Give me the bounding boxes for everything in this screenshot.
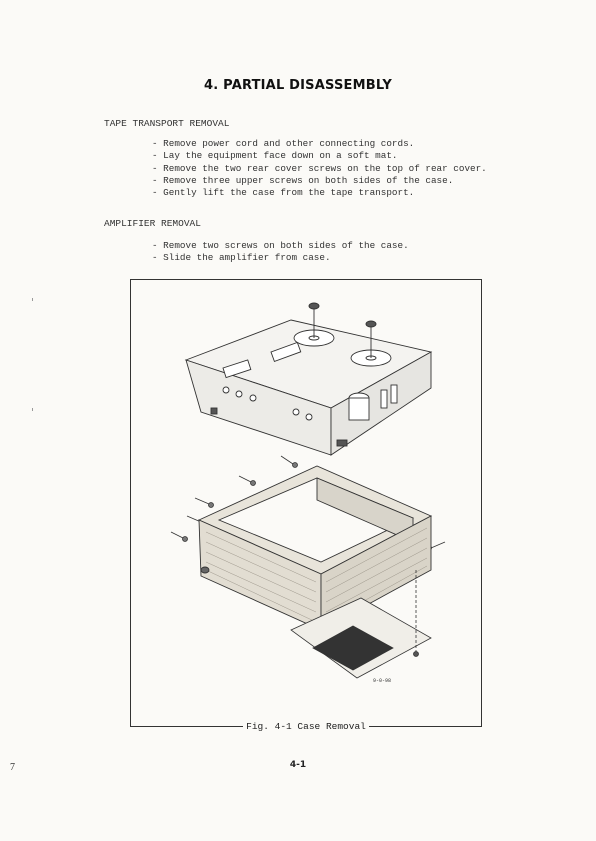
section-heading-tape-transport: TAPE TRANSPORT REMOVAL — [104, 118, 230, 129]
wooden-case-drawing — [199, 466, 431, 631]
page-number: 4-1 — [289, 760, 307, 770]
list-item: - Remove the two rear cover screws on the top of rear cover. — [152, 163, 487, 175]
scan-speck — [32, 408, 33, 411]
figure-caption — [131, 721, 481, 732]
list-item: - Lay the equipment face down on a soft mat. — [152, 150, 487, 162]
section-heading-amplifier: AMPLIFIER REMOVAL — [104, 218, 201, 229]
part-code-label: 9-0-98 — [373, 678, 392, 684]
list-item: - Gently lift the case from the tape transport. — [152, 187, 487, 199]
list-item: - Remove power cord and other connecting cords. — [152, 138, 487, 150]
figure-caption-text: Fig. 4-1 Case Removal — [243, 721, 369, 732]
list-item: - Remove two screws on both sides of the case. — [152, 240, 409, 252]
case-removal-illustration — [131, 280, 481, 726]
side-mark: 7 — [10, 762, 15, 773]
scan-speck — [32, 298, 33, 301]
figure-frame — [130, 279, 482, 732]
page-title: 4. PARTIAL DISASSEMBLY — [204, 78, 392, 93]
amplifier-steps — [152, 240, 409, 265]
list-item: - Remove three upper screws on both sides of the case. — [152, 175, 487, 187]
tape-deck-drawing — [186, 303, 431, 455]
list-item: - Slide the amplifier from case. — [152, 252, 409, 264]
tape-transport-steps — [152, 138, 487, 199]
